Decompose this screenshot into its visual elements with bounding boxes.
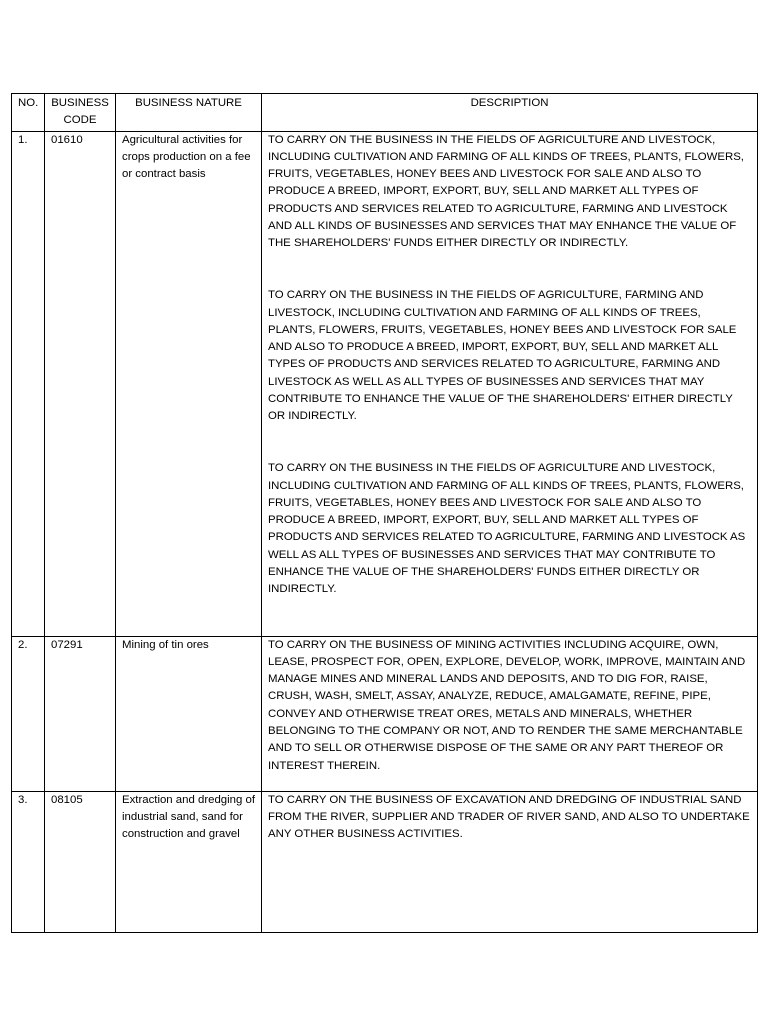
description-cell <box>262 636 758 791</box>
business-nature: Mining of tin ores <box>116 636 262 791</box>
business-nature-table <box>11 93 758 933</box>
header-business-nature: BUSINESS NATURE <box>116 94 262 132</box>
description-cell <box>262 131 758 636</box>
header-description: DESCRIPTION <box>262 94 758 132</box>
header-business-code: BUSINESS CODE <box>45 94 116 132</box>
business-nature: Extraction and dredging of industrial sand, sand for construction and gravel <box>116 791 262 932</box>
table-header <box>12 94 758 132</box>
description-cell <box>262 791 758 932</box>
description-paragraph: TO CARRY ON THE BUSINESS IN THE FIELDS OF AGRICULTURE AND LIVESTOCK, INCLUDING CULTIVATION AND FARMING OF ALL KINDS OF TREES, PLANTS, FLOWERS, FRUITS, VEGETABLES, HONEY BEES AND LIVESTOCK FOR SALE AND ALSO TO PRODUCE A BREED, IMPORT, EXPORT, BUY, SELL AND MARKET ALL TYPES OF PRODUCTS AND SERVICES RELATED TO AGRICULTURE, FARMING AND LIVESTOCK AS WELL AS ALL TYPES OF BUSINESSES AND SERVICES THAT MAY CONTRIBUTE TO ENHANCE THE VALUE OF THE SHAREHOLDERS' FUNDS EITHER DIRECTLY OR INDIRECTLY. <box>268 462 746 596</box>
business-code: 01610 <box>45 131 116 636</box>
description-paragraph: TO CARRY ON THE BUSINESS IN THE FIELDS OF AGRICULTURE, FARMING AND LIVESTOCK, INCLUDING CULTIVATION AND FARMING OF ALL KINDS OF TREES, PLANTS, FLOWERS, FRUITS, VEGETABLES, HONEY BEES AND LIVESTOCK FOR SALE AND ALSO TO PRODUCE A BREED, IMPORT, EXPORT, BUY, SELL AND MARKET ALL TYPES OF PRODUCTS AND SERVICES RELATED TO AGRICULTURE, FARMING AND LIVESTOCK AS WELL AS ALL TYPES OF BUSINESSES AND SERVICES THAT MAY CONTRIBUTE TO ENHANCE THE VALUE OF THE SHAREHOLDERS' EITHER DIRECTLY OR INDIRECTLY. <box>268 289 737 423</box>
row-number: 3. <box>12 791 45 932</box>
business-code: 07291 <box>45 636 116 791</box>
row-number: 1. <box>12 131 45 636</box>
table-body <box>12 131 758 932</box>
business-nature: Agricultural activities for crops production on a fee or contract basis <box>116 131 262 636</box>
description-paragraph: TO CARRY ON THE BUSINESS IN THE FIELDS OF AGRICULTURE AND LIVESTOCK, INCLUDING CULTIVATION AND FARMING OF ALL KINDS OF TREES, PLANTS, FLOWERS, FRUITS, VEGETABLES, HONEY BEES AND LIVESTOCK FOR SALE AND ALSO TO PRODUCE A BREED, IMPORT, EXPORT, BUY, SELL AND MARKET ALL TYPES OF PRODUCTS AND SERVICES RELATED TO AGRICULTURE, FARMING AND LIVESTOCK AND ALL KINDS OF BUSINESSES AND SERVICES THAT MAY ENHANCE THE VALUE OF THE SHAREHOLDERS' FUNDS EITHER DIRECTLY OR INDIRECTLY. <box>268 133 744 250</box>
row-number: 2. <box>12 636 45 791</box>
table-row <box>12 636 758 791</box>
description-paragraph: TO CARRY ON THE BUSINESS OF MINING ACTIVITIES INCLUDING ACQUIRE, OWN, LEASE, PROSPECT FOR, OPEN, EXPLORE, DEVELOP, WORK, IMPROVE, MAINTAIN AND MANAGE MINES AND MINERAL LANDS AND DEPOSITS, AND TO DIG FOR, RAISE, CRUSH, WASH, SMELT, ASSAY, ANALYZE, REDUCE, AMALGAMATE, REFINE, PIPE, CONVEY AND OTHERWISE TREAT ORES, METALS AND MINERALS, WHETHER BELONGING TO THE COMPANY OR NOT, AND TO RENDER THE SAME MERCHANTABLE AND TO SELL OR OTHERWISE DISPOSE OF THE SAME OR ANY PART THEREOF OR INTEREST THEREIN. <box>268 638 746 772</box>
business-code: 08105 <box>45 791 116 932</box>
header-no: NO. <box>12 94 45 132</box>
table-row <box>12 131 758 636</box>
header-row <box>12 94 758 132</box>
table-row <box>12 791 758 932</box>
description-paragraph: TO CARRY ON THE BUSINESS OF EXCAVATION AND DREDGING OF INDUSTRIAL SAND FROM THE RIVER, SUPPLIER AND TRADER OF RIVER SAND, AND ALSO TO UNDERTAKE ANY OTHER BUSINESS ACTIVITIES. <box>268 793 750 841</box>
